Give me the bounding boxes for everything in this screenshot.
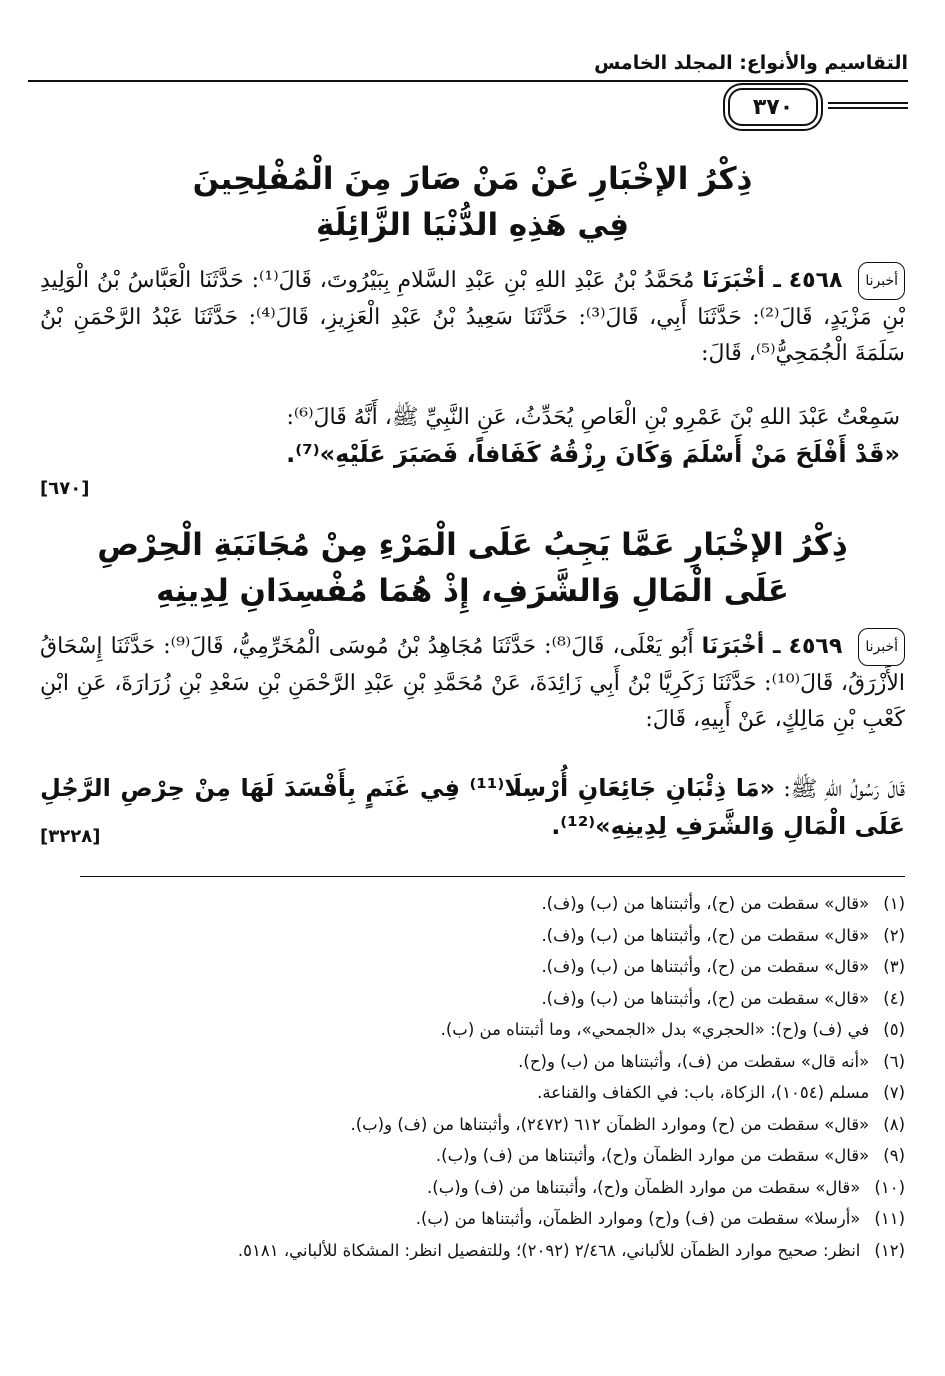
footnote: (١٢)انظر: صحيح موارد الظمآن للألباني، ٢/٤٦٨ (٢٠٩٢)؛ وللتفصيل انظر: المشكاة للألباني، ٥١٨١.: [237, 1240, 905, 1260]
hadith-number: ٤٥٦٨: [788, 268, 843, 293]
footnote: (٢)«قال» سقطت من (ح)، وأثبتناها من (ب) و(ف).: [541, 925, 905, 945]
header-rule-right-2: [828, 107, 908, 109]
isnad-text: أَبُو يَعْلَى، قَالَ⁽⁸⁾: حَدَّثَنَا مُجَاهِدُ بْنُ مُوسَى الْمُخَرِّمِيُّ، قَالَ⁽⁹⁾: حَدَّثَنَا إِسْحَاقُ الأَزْرَقُ، قَالَ⁽¹⁰⁾: حَدَّثَنَا زَكَرِيَّا بْنُ أَبِي زَائِدَةَ، عَنْ مُحَمَّدِ بْنِ عَبْدِ الرَّحْمَنِ بْنِ سَعْدِ بْنِ زُرَارَةَ، عَنِ ابْنِ كَعْبِ بْنِ مَالِكٍ، عَنْ أَبِيهِ، قَالَ:: [40, 634, 905, 732]
isnad-paragraph: أخبرنا ٤٥٦٩ ـ أخْبَرَنَا أَبُو يَعْلَى، قَالَ⁽⁸⁾: حَدَّثَنَا مُجَاهِدُ بْنُ مُوسَى الْمُخَرِّمِيُّ، قَالَ⁽⁹⁾: حَدَّثَنَا إِسْحَاقُ الأَزْرَقُ، قَالَ⁽¹⁰⁾: حَدَّثَنَا زَكَرِيَّا بْنُ أَبِي زَائِدَةَ، عَنْ مُحَمَّدِ بْنِ عَبْدِ الرَّحْمَنِ بْنِ سَعْدِ بْنِ زُرَارَةَ، عَنِ ابْنِ كَعْبِ بْنِ مَالِكٍ، عَنْ أَبِيهِ، قَالَ:: [40, 628, 905, 738]
footnote: (٣)«قال» سقطت من (ح)، وأثبتناها من (ب) و(ف).: [541, 957, 905, 976]
heading-line: فِي هَذِهِ الدُّنْيَا الزَّائِلَةِ: [315, 207, 630, 243]
footnote: (١١)«أرسلا» سقطت من (ف) و(ح) وموارد الظمآن، وأثبتناها من (ب).: [415, 1209, 905, 1228]
reference-number: [٦٧٠]: [40, 478, 90, 499]
footnote: (٧)مسلم (١٠٥٤)، الزكاة، باب: في الكفاف والقناعة.: [537, 1083, 905, 1102]
narration-paragraph: [40, 400, 900, 474]
isnad-paragraph: أخبرنا ٤٥٦٨ ـ أخْبَرَنَا مُحَمَّدُ بْنُ عَبْدِ اللهِ بْنِ عَبْدِ السَّلامِ بِبَيْرُوتَ، قَالَ⁽¹⁾: حَدَّثَنَا الْعَبَّاسُ بْنُ الْوَلِيدِ بْنِ مَزْيَدٍ، قَالَ⁽²⁾: حَدَّثَنَا أَبِي، قَالَ⁽³⁾: حَدَّثَنَا سَعِيدُ بْنُ عَبْدِ الْعَزِيزِ، قَالَ⁽⁴⁾: حَدَّثَنَا عَبْدُ الرَّحْمَنِ بْنُ سَلَمَةَ الْجُمَحِيُّ⁽⁵⁾، قَالَ:: [40, 262, 905, 372]
hadith-number: ٤٥٦٩: [788, 634, 843, 659]
footnote: (٨)«قال» سقطت من (ح) وموارد الظمآن ٦١٢ (٢٤٧٢)، وأثبتناها من (ف) و(ب).: [350, 1114, 905, 1134]
section-heading: [40, 156, 905, 248]
reference-number: [٣٢٢٨]: [40, 826, 101, 847]
footnote: (٩)«قال» سقطت من موارد الظمآن و(ح)، وأثبتناها من (ف) و(ب).: [435, 1146, 905, 1165]
footnote: (٤)«قال» سقطت من (ح)، وأثبتناها من (ب) و(ف).: [541, 988, 905, 1008]
heading-line: ذِكْرُ الإخْبَارِ عَنْ مَنْ صَارَ مِنَ الْمُفْلِحِينَ: [192, 161, 753, 197]
heading-line: ذِكْرُ الإخْبَارِ عَمَّا يَجِبُ عَلَى الْمَرْءِ مِنْ مُجَانَبَةِ الْحِرْصِ: [97, 527, 848, 563]
narration-paragraph: [40, 770, 905, 846]
hadith-matn: «مَا ذِئْبَانِ جَائِعَانِ أُرْسِلَا⁽¹¹⁾ فِي غَنَمٍ بِأَفْسَدَ لَهَا مِنْ حِرْصِ الرَّجُلِ عَلَى الْمَالِ وَالشَّرَفِ لِدِينِهِ»⁽¹²⁾.: [40, 774, 905, 840]
footnote: (١)«قال» سقطت من (ح)، وأثبتناها من (ب) و(ف).: [541, 894, 905, 913]
footnotes: [40, 888, 905, 1266]
hadith-matn: «قَدْ أَفْلَحَ مَنْ أَسْلَمَ وَكَانَ رِزْقُهُ كَفَافاً، فَصَبَرَ عَلَيْهِ»⁽⁷⁾.: [286, 440, 900, 468]
header-rule-right: [828, 102, 908, 104]
heading-line: عَلَى الْمَالِ وَالشَّرَفِ، إِذْ هُمَا مُفْسِدَانِ لِدِينِهِ: [156, 573, 789, 609]
narration-intro: سَمِعْتُ عَبْدَ اللهِ بْنَ عَمْرِو بْنِ الْعَاصِ يُحَدِّثُ، عَنِ النَّبِيِّ ﷺ، أَنَّهُ قَالَ⁽⁶⁾:: [286, 405, 900, 430]
page-number: ٣٧٠: [728, 88, 818, 126]
isnad-text: مُحَمَّدُ بْنُ عَبْدِ اللهِ بْنِ عَبْدِ السَّلامِ بِبَيْرُوتَ، قَالَ⁽¹⁾: حَدَّثَنَا الْعَبَّاسُ بْنُ الْوَلِيدِ بْنِ مَزْيَدٍ، قَالَ⁽²⁾: حَدَّثَنَا أَبِي، قَالَ⁽³⁾: حَدَّثَنَا سَعِيدُ بْنُ عَبْدِ الْعَزِيزِ، قَالَ⁽⁴⁾: حَدَّثَنَا عَبْدُ الرَّحْمَنِ بْنُ سَلَمَةَ الْجُمَحِيُّ⁽⁵⁾، قَالَ:: [40, 268, 906, 366]
isnad-lead: أخْبَرَنَا: [702, 268, 765, 293]
section-heading: [40, 522, 905, 614]
footnote: (٦)«أنه قال» سقطت من (ف)، وأثبتناها من (ب) و(ح).: [518, 1051, 905, 1071]
footnote-rule: [80, 876, 905, 877]
narration-intro: قَالَ رَسُولُ اللهِ ﷺ:: [783, 777, 906, 802]
header-rule: [28, 80, 908, 82]
akhbarana-badge: أخبرنا: [858, 262, 905, 300]
footnote: (٥)في (ف) و(ح): «الحجري» بدل «الجمحي»، وما أثبتناه من (ب).: [440, 1020, 905, 1039]
footnote: (١٠)«قال» سقطت من موارد الظمآن و(ح)، وأثبتناها من (ف) و(ب).: [427, 1177, 905, 1197]
page-header: [28, 52, 908, 128]
isnad-lead: أخْبَرَنَا: [701, 634, 765, 659]
akhbarana-badge: أخبرنا: [858, 628, 905, 666]
running-title: التقاسيم والأنواع: المجلد الخامس: [594, 52, 908, 74]
